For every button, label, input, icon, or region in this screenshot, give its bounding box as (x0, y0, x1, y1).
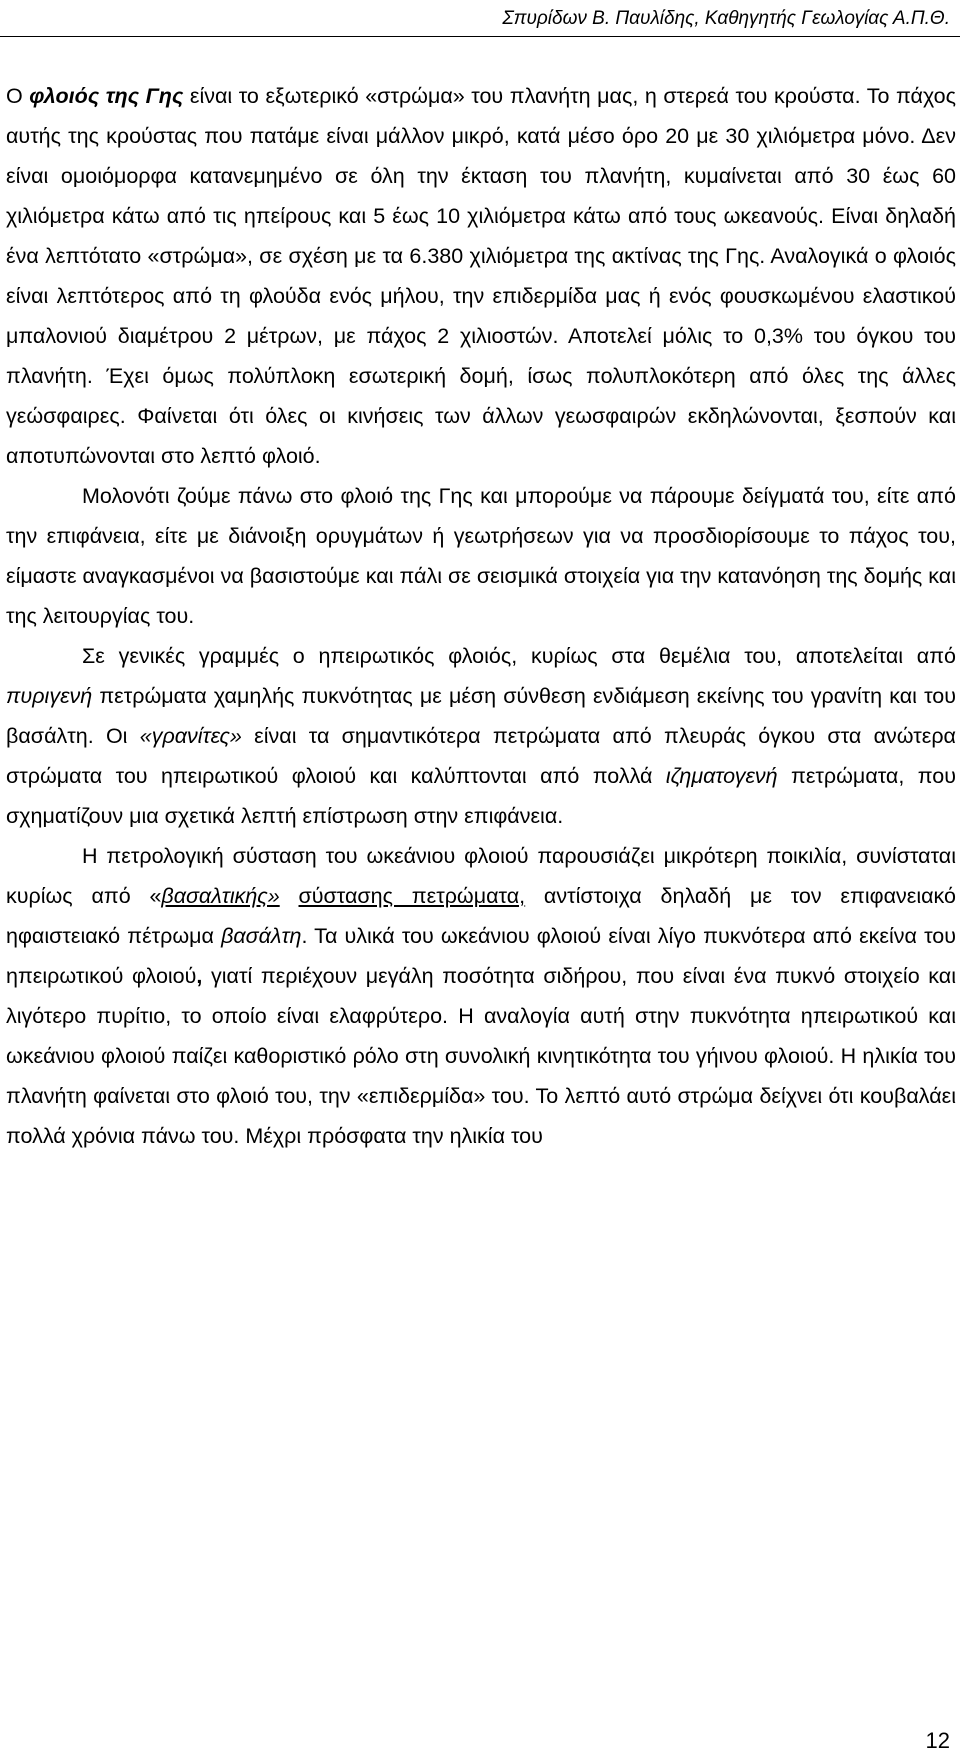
term-crust: φλοιός της Γης (29, 84, 184, 108)
term-granites: «γρανίτες» (139, 724, 242, 748)
paragraph-oceanic-crust: Η πετρολογική σύσταση του ωκεάνιου φλοιού παρουσιάζει μικρότερη ποικιλία, συνίσταται κυρίως από «βασαλτικής» σύστασης πετρώματα, αντίστοιχα δηλαδή με τον επιφανειακό ηφαιστειακό πέτρωμα βασάλτη. Τα υλικά του ωκεάνιου φλοιού είναι λίγο πυκνότερα από εκείνα του ηπειρωτικού φλοιού, γιατί περιέχουν μεγάλη ποσότητα σιδήρου, που είναι ένα πυκνό στοιχείο και λιγότερο πυρίτιο, το οποίο είναι ελαφρύτερο. Η αναλογία αυτή στην πυκνότητα ηπειρωτικού και ωκεάνιου φλοιού παίζει καθοριστικό ρόλο στη συνολική κινητικότητα του γήινου φλοιού. Η ηλικία του πλανήτη φαίνεται στο φλοιό του, την «επιδερμίδα» του. Το λεπτό αυτό στρώμα δείχνει ότι κουβαλάει πολλά χρόνια πάνω του. Μέχρι πρόσφατα την ηλικία του (6, 844, 956, 1148)
term-basalt: βασάλτη (221, 924, 302, 948)
term-basaltic: βασαλτικής» (161, 884, 280, 908)
term-composition-rocks: σύστασης πετρώματα, (298, 884, 526, 908)
page-number: 12 (925, 1728, 950, 1753)
document-body (6, 76, 956, 1156)
paragraph-continental-crust: Σε γενικές γραμμές ο ηπειρωτικός φλοιός, κυρίως στα θεμέλια του, αποτελείται από πυριγενή πετρώματα χαμηλής πυκνότητας με μέση σύνθεση ενδιάμεση εκείνης του γρανίτη και του βασάλτη. Οι «γρανίτες» είναι τα σημαντικότερα πετρώματα από πλευράς όγκου στα ανώτερα στρώματα του ηπειρωτικού φλοιού και καλύπτονται από πολλά ιζηματογενή πετρώματα, που σχηματίζουν μια σχετικά λεπτή επίστρωση στην επιφάνεια. (6, 644, 957, 828)
header-divider (0, 36, 960, 37)
term-sedimentary: ιζηματογενή (665, 764, 778, 788)
page-header-author: Σπυρίδων Β. Παυλίδης, Καθηγητής Γεωλογίας Α.Π.Θ. (502, 8, 950, 29)
term-igneous: πυριγενή (6, 684, 93, 708)
paragraph-sampling: Μολονότι ζούμε πάνω στο φλοιό της Γης και μπορούμε να πάρουμε δείγματά του, είτε από την επιφάνεια, είτε με διάνοιξη ορυγμάτων ή γεωτρήσεων για να προσδιορίσουμε το πάχος του, είμαστε αναγκασμένοι να βασιστούμε και πάλι σε σεισμικά στοιχεία για την κατανόηση της δομής και της λειτουργίας του. (6, 484, 956, 628)
paragraph-crust-definition: Ο φλοιός της Γης είναι το εξωτερικό «στρώμα» του πλανήτη μας, η στερεά του κρούστα. Το πάχος αυτής της κρούστας που πατάμε είναι μάλλον μικρό, κατά μέσο όρο 20 με 30 χιλιόμετρα μόνο. Δεν είναι ομοιόμορφα κατανεμημένο σε όλη την έκταση του πλανήτη, κυμαίνεται από 30 έως 60 χιλιόμετρα κάτω από τις ηπείρους και 5 έως 10 χιλιόμετρα κάτω από τους ωκεανούς. Είναι δηλαδή ένα λεπτότατο «στρώμα», σε σχέση με τα 6.380 χιλιόμετρα της ακτίνας της Γης. Αναλογικά ο φλοιός είναι λεπτότερος από τη φλούδα ενός μήλου, την επιδερμίδα μας ή ενός φουσκωμένου ελαστικού μπαλονιού διαμέτρου 2 μέτρων, με πάχος 2 χιλιοστών. Αποτελεί μόλις το 0,3% του όγκου του πλανήτη. Έχει όμως πολύπλοκη εσωτερική δομή, ίσως πολυπλοκότερη από όλες της άλλες γεώσφαιρες. Φαίνεται ότι όλες οι κινήσεις των άλλων γεωσφαιρών εκδηλώνονται, ξεσπούν και αποτυπώνονται στο λεπτό φλοιό. (6, 84, 956, 468)
